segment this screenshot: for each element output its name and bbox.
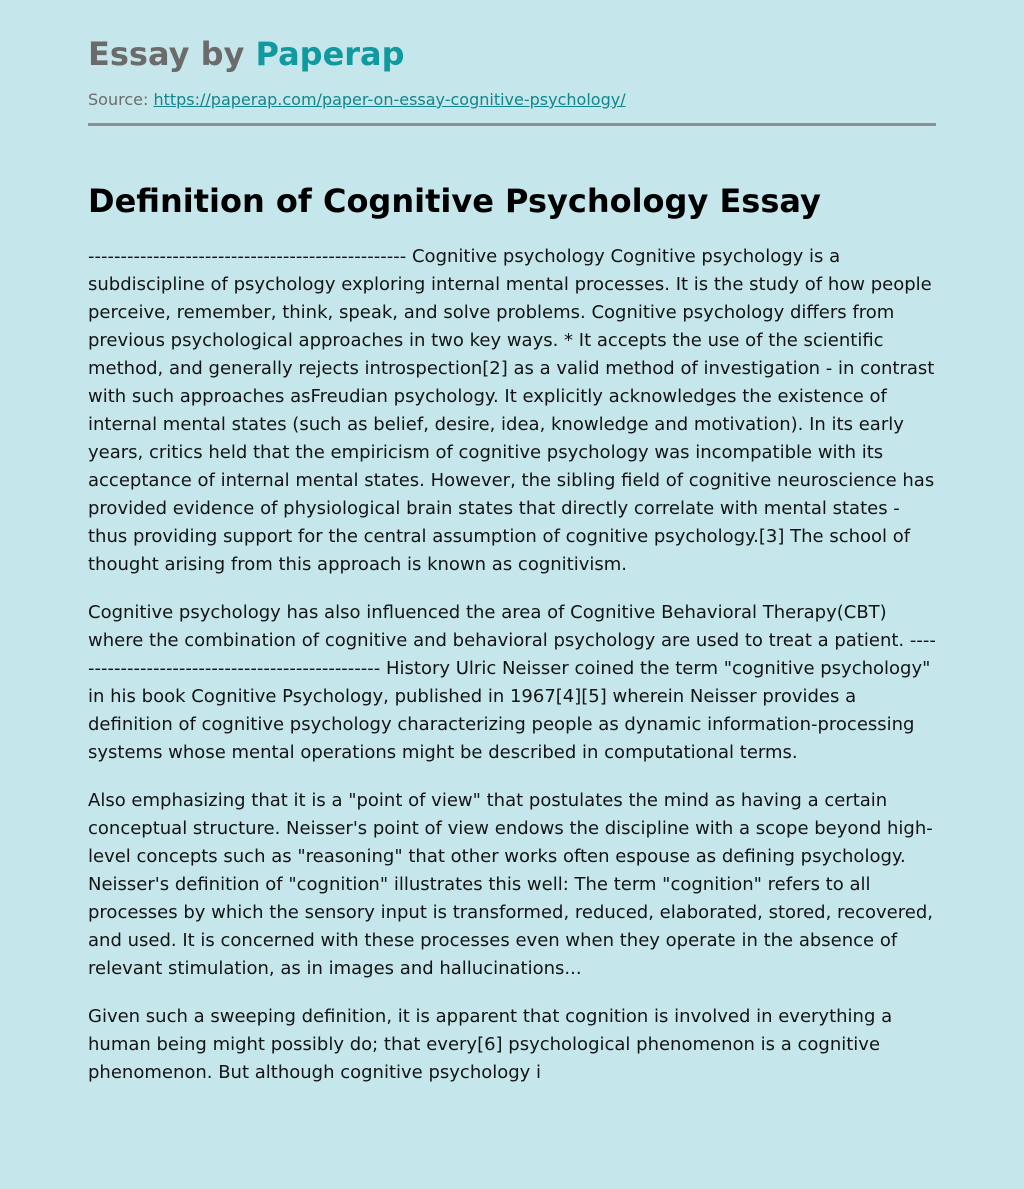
source-line [88, 89, 936, 111]
article-body [88, 243, 936, 1087]
site-brand [88, 32, 936, 76]
source-label: Source: [88, 90, 154, 109]
brand-prefix: Essay by [88, 35, 256, 73]
page-title: Definition of Cognitive Psychology Essay [88, 182, 821, 220]
paragraph-1: ------------------------------------------------- Cognitive psychology Cognitive psychology is a subdiscipline of psychology exploring internal mental processes. It is the study of how people perceive, remember, think, speak, and solve problems. Cognitive psychology differs from previous psychological approaches in two key ways. * It accepts the use of the scientific method, and generally rejects introspection[2] as a valid method of investigation - in contrast with such approaches asFreudian psychology. It explicitly acknowledges the existence of internal mental states (such as belief, desire, idea, knowledge and motivation). In its early years, critics held that the empiricism of cognitive psychology was incompatible with its acceptance of internal mental states. However, the sibling field of cognitive neuroscience has provided evidence of physiological brain states that directly correlate with mental states - thus providing support for the central assumption of cognitive psychology.[3] The school of thought arising from this approach is known as cognitivism. [88, 246, 935, 575]
source-link[interactable]: https://paperap.com/paper-on-essay-cognitive-psychology/ [153, 90, 626, 109]
paragraph-3: Also emphasizing that it is a "point of view" that postulates the mind as having a certain conceptual structure. Neisser's point of view endows the discipline with a scope beyond high-level concepts such as "reasoning" that other works often espouse as defining psychology. Neisser's definition of "cognition" illustrates this well: The term "cognition" refers to all processes by which the sensory input is transformed, reduced, elaborated, stored, recovered, and used. It is concerned with these processes even when they operate in the absence of relevant stimulation, as in images and hallucinations... [88, 790, 933, 979]
paragraph-2: Cognitive psychology has also influenced the area of Cognitive Behavioral Therapy(CBT) where the combination of cognitive and behavioral psychology are used to treat a patient. ------------------------------------------------- History Ulric Neisser coined the term "cognitive psychology" in his book Cognitive Psychology, published in 1967[4][5] wherein Neisser provides a definition of cognitive psychology characterizing people as dynamic information-processing systems whose mental operations might be described in computational terms. [88, 602, 936, 763]
paragraph-4: Given such a sweeping definition, it is apparent that cognition is involved in everything a human being might possibly do; that every[6] psychological phenomenon is a cognitive phenomenon. But although cognitive psychology i [88, 1006, 893, 1083]
header-divider [88, 123, 936, 126]
brand-name: Paperap [255, 35, 405, 73]
